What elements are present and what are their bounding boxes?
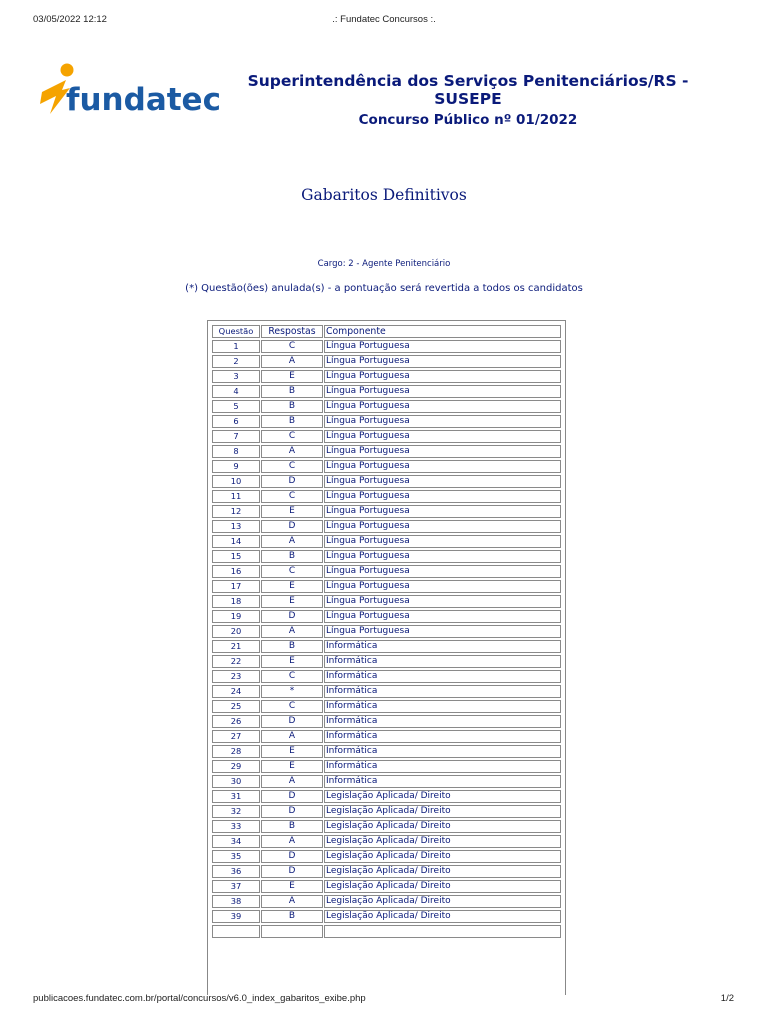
table-header-row	[212, 325, 561, 338]
component-name: Legislação Aplicada/ Direito	[324, 865, 561, 878]
component-name: Informática	[324, 715, 561, 728]
page-title: Gabaritos Definitivos	[301, 186, 467, 204]
table-row	[212, 565, 561, 578]
component-name: Informática	[324, 670, 561, 683]
print-datetime: 03/05/2022 12:12	[33, 14, 107, 25]
component-name: Língua Portuguesa	[324, 505, 561, 518]
component-name: Informática	[324, 730, 561, 743]
component-name: Informática	[324, 655, 561, 668]
answer-letter: A	[261, 895, 323, 908]
question-number: 33	[212, 820, 260, 833]
table-row	[212, 670, 561, 683]
component-name: Língua Portuguesa	[324, 535, 561, 548]
component-name: Legislação Aplicada/ Direito	[324, 850, 561, 863]
answer-letter: D	[261, 520, 323, 533]
organization-heading	[228, 72, 708, 129]
answer-letter: B	[261, 550, 323, 563]
component-name: Língua Portuguesa	[324, 550, 561, 563]
table-row	[212, 700, 561, 713]
header-componente: Componente	[324, 325, 561, 338]
answer-letter: E	[261, 595, 323, 608]
component-name: Legislação Aplicada/ Direito	[324, 895, 561, 908]
table-row	[212, 550, 561, 563]
answer-letter: A	[261, 835, 323, 848]
cargo-label: Cargo: 2 - Agente Penitenciário	[317, 259, 451, 269]
question-number: 12	[212, 505, 260, 518]
question-number: 2	[212, 355, 260, 368]
answer-letter: A	[261, 445, 323, 458]
contest-name: Concurso Público nº 01/2022	[358, 112, 578, 128]
table-row	[212, 385, 561, 398]
answer-letter: D	[261, 850, 323, 863]
print-url: publicacoes.fundatec.com.br/portal/concursos/v6.0_index_gabaritos_exibe.php	[33, 993, 366, 1004]
print-page-number: 1/2	[720, 993, 734, 1004]
component-name: Informática	[324, 640, 561, 653]
answer-letter: C	[261, 460, 323, 473]
answer-letter: E	[261, 880, 323, 893]
answer-letter: D	[261, 475, 323, 488]
answer-letter: A	[261, 625, 323, 638]
component-name: Língua Portuguesa	[324, 385, 561, 398]
table-row	[212, 400, 561, 413]
question-number: 35	[212, 850, 260, 863]
table-row	[212, 850, 561, 863]
component-name: Informática	[324, 685, 561, 698]
table-row	[212, 430, 561, 443]
answer-key-table	[211, 323, 562, 940]
organization-name-line1: Superintendência dos Serviços Penitenciários/RS -	[247, 72, 689, 90]
print-page-title: .: Fundatec Concursos :.	[332, 14, 436, 25]
answer-letter: E	[261, 505, 323, 518]
component-name: Informática	[324, 700, 561, 713]
component-name: Legislação Aplicada/ Direito	[324, 835, 561, 848]
answer-letter: C	[261, 700, 323, 713]
answer-letter: D	[261, 805, 323, 818]
question-number: 20	[212, 625, 260, 638]
table-row	[212, 475, 561, 488]
answer-letter: *	[261, 685, 323, 698]
question-number: 11	[212, 490, 260, 503]
answer-letter: B	[261, 820, 323, 833]
answer-letter: C	[261, 340, 323, 353]
question-number: 36	[212, 865, 260, 878]
question-number: 32	[212, 805, 260, 818]
component-name: Língua Portuguesa	[324, 625, 561, 638]
answer-letter: B	[261, 415, 323, 428]
table-row	[212, 625, 561, 638]
answer-letter: A	[261, 730, 323, 743]
table-row	[212, 745, 561, 758]
table-row	[212, 340, 561, 353]
table-row	[212, 820, 561, 833]
empty-cell	[324, 925, 561, 938]
answer-letter: B	[261, 400, 323, 413]
table-row	[212, 535, 561, 548]
question-number: 29	[212, 760, 260, 773]
question-number: 17	[212, 580, 260, 593]
table-row	[212, 370, 561, 383]
table-row	[212, 355, 561, 368]
table-row	[212, 415, 561, 428]
organization-name	[228, 72, 708, 108]
annulled-note: (*) Questão(ões) anulada(s) - a pontuação será revertida a todos os candidatos	[185, 283, 583, 294]
table-row	[212, 865, 561, 878]
question-number: 13	[212, 520, 260, 533]
answer-letter: E	[261, 655, 323, 668]
question-number: 16	[212, 565, 260, 578]
question-number: 18	[212, 595, 260, 608]
component-name: Língua Portuguesa	[324, 340, 561, 353]
answer-letter: E	[261, 745, 323, 758]
question-number: 34	[212, 835, 260, 848]
question-number: 4	[212, 385, 260, 398]
table-row	[212, 775, 561, 788]
table-row-cut-off	[212, 925, 561, 938]
component-name: Legislação Aplicada/ Direito	[324, 805, 561, 818]
component-name: Língua Portuguesa	[324, 430, 561, 443]
question-number: 27	[212, 730, 260, 743]
question-number: 1	[212, 340, 260, 353]
table-row	[212, 835, 561, 848]
component-name: Língua Portuguesa	[324, 415, 561, 428]
table-row	[212, 445, 561, 458]
answer-letter: C	[261, 430, 323, 443]
component-name: Legislação Aplicada/ Direito	[324, 820, 561, 833]
table-row	[212, 895, 561, 908]
fundatec-logo	[36, 62, 221, 130]
component-name: Língua Portuguesa	[324, 565, 561, 578]
answer-letter: B	[261, 910, 323, 923]
answer-letter: B	[261, 385, 323, 398]
answer-letter: C	[261, 565, 323, 578]
answer-letter: D	[261, 790, 323, 803]
question-number: 28	[212, 745, 260, 758]
answer-letter: D	[261, 715, 323, 728]
component-name: Língua Portuguesa	[324, 355, 561, 368]
question-number: 24	[212, 685, 260, 698]
header-respostas: Respostas	[261, 325, 323, 338]
question-number: 30	[212, 775, 260, 788]
component-name: Informática	[324, 760, 561, 773]
question-number: 23	[212, 670, 260, 683]
table-row	[212, 505, 561, 518]
header-questao: Questão	[212, 325, 260, 338]
table-row	[212, 790, 561, 803]
question-number: 7	[212, 430, 260, 443]
question-number: 25	[212, 700, 260, 713]
table-row	[212, 520, 561, 533]
component-name: Informática	[324, 745, 561, 758]
table-row	[212, 610, 561, 623]
table-row	[212, 805, 561, 818]
table-row	[212, 685, 561, 698]
table-row	[212, 910, 561, 923]
question-number: 38	[212, 895, 260, 908]
question-number: 5	[212, 400, 260, 413]
logo-wordmark: fundatec	[66, 82, 221, 118]
table-row	[212, 640, 561, 653]
question-number: 6	[212, 415, 260, 428]
component-name: Língua Portuguesa	[324, 520, 561, 533]
question-number: 22	[212, 655, 260, 668]
component-name: Língua Portuguesa	[324, 460, 561, 473]
answer-letter: D	[261, 865, 323, 878]
component-name: Língua Portuguesa	[324, 610, 561, 623]
table-row	[212, 595, 561, 608]
component-name: Legislação Aplicada/ Direito	[324, 880, 561, 893]
component-name: Língua Portuguesa	[324, 370, 561, 383]
question-number: 8	[212, 445, 260, 458]
answer-letter: A	[261, 775, 323, 788]
question-number: 26	[212, 715, 260, 728]
question-number: 37	[212, 880, 260, 893]
question-number: 3	[212, 370, 260, 383]
table-row	[212, 460, 561, 473]
component-name: Língua Portuguesa	[324, 400, 561, 413]
answer-key-table-container	[207, 320, 566, 995]
component-name: Legislação Aplicada/ Direito	[324, 790, 561, 803]
question-number: 31	[212, 790, 260, 803]
answer-letter: E	[261, 760, 323, 773]
component-name: Legislação Aplicada/ Direito	[324, 910, 561, 923]
question-number: 19	[212, 610, 260, 623]
answer-letter: B	[261, 640, 323, 653]
answer-letter: C	[261, 490, 323, 503]
answer-letter: E	[261, 580, 323, 593]
answer-letter: C	[261, 670, 323, 683]
answer-letter: A	[261, 355, 323, 368]
question-number: 10	[212, 475, 260, 488]
component-name: Língua Portuguesa	[324, 580, 561, 593]
table-row	[212, 880, 561, 893]
question-number: 21	[212, 640, 260, 653]
component-name: Língua Portuguesa	[324, 445, 561, 458]
question-number: 9	[212, 460, 260, 473]
component-name: Língua Portuguesa	[324, 490, 561, 503]
question-number: 39	[212, 910, 260, 923]
question-number: 14	[212, 535, 260, 548]
table-row	[212, 730, 561, 743]
table-row	[212, 580, 561, 593]
component-name: Informática	[324, 775, 561, 788]
empty-cell	[261, 925, 323, 938]
organization-name-line2: SUSEPE	[434, 90, 502, 108]
question-number: 15	[212, 550, 260, 563]
table-row	[212, 760, 561, 773]
answer-letter: D	[261, 610, 323, 623]
table-row	[212, 490, 561, 503]
empty-cell	[212, 925, 260, 938]
component-name: Língua Portuguesa	[324, 475, 561, 488]
table-row	[212, 655, 561, 668]
answer-letter: E	[261, 370, 323, 383]
answer-letter: A	[261, 535, 323, 548]
table-row	[212, 715, 561, 728]
component-name: Língua Portuguesa	[324, 595, 561, 608]
